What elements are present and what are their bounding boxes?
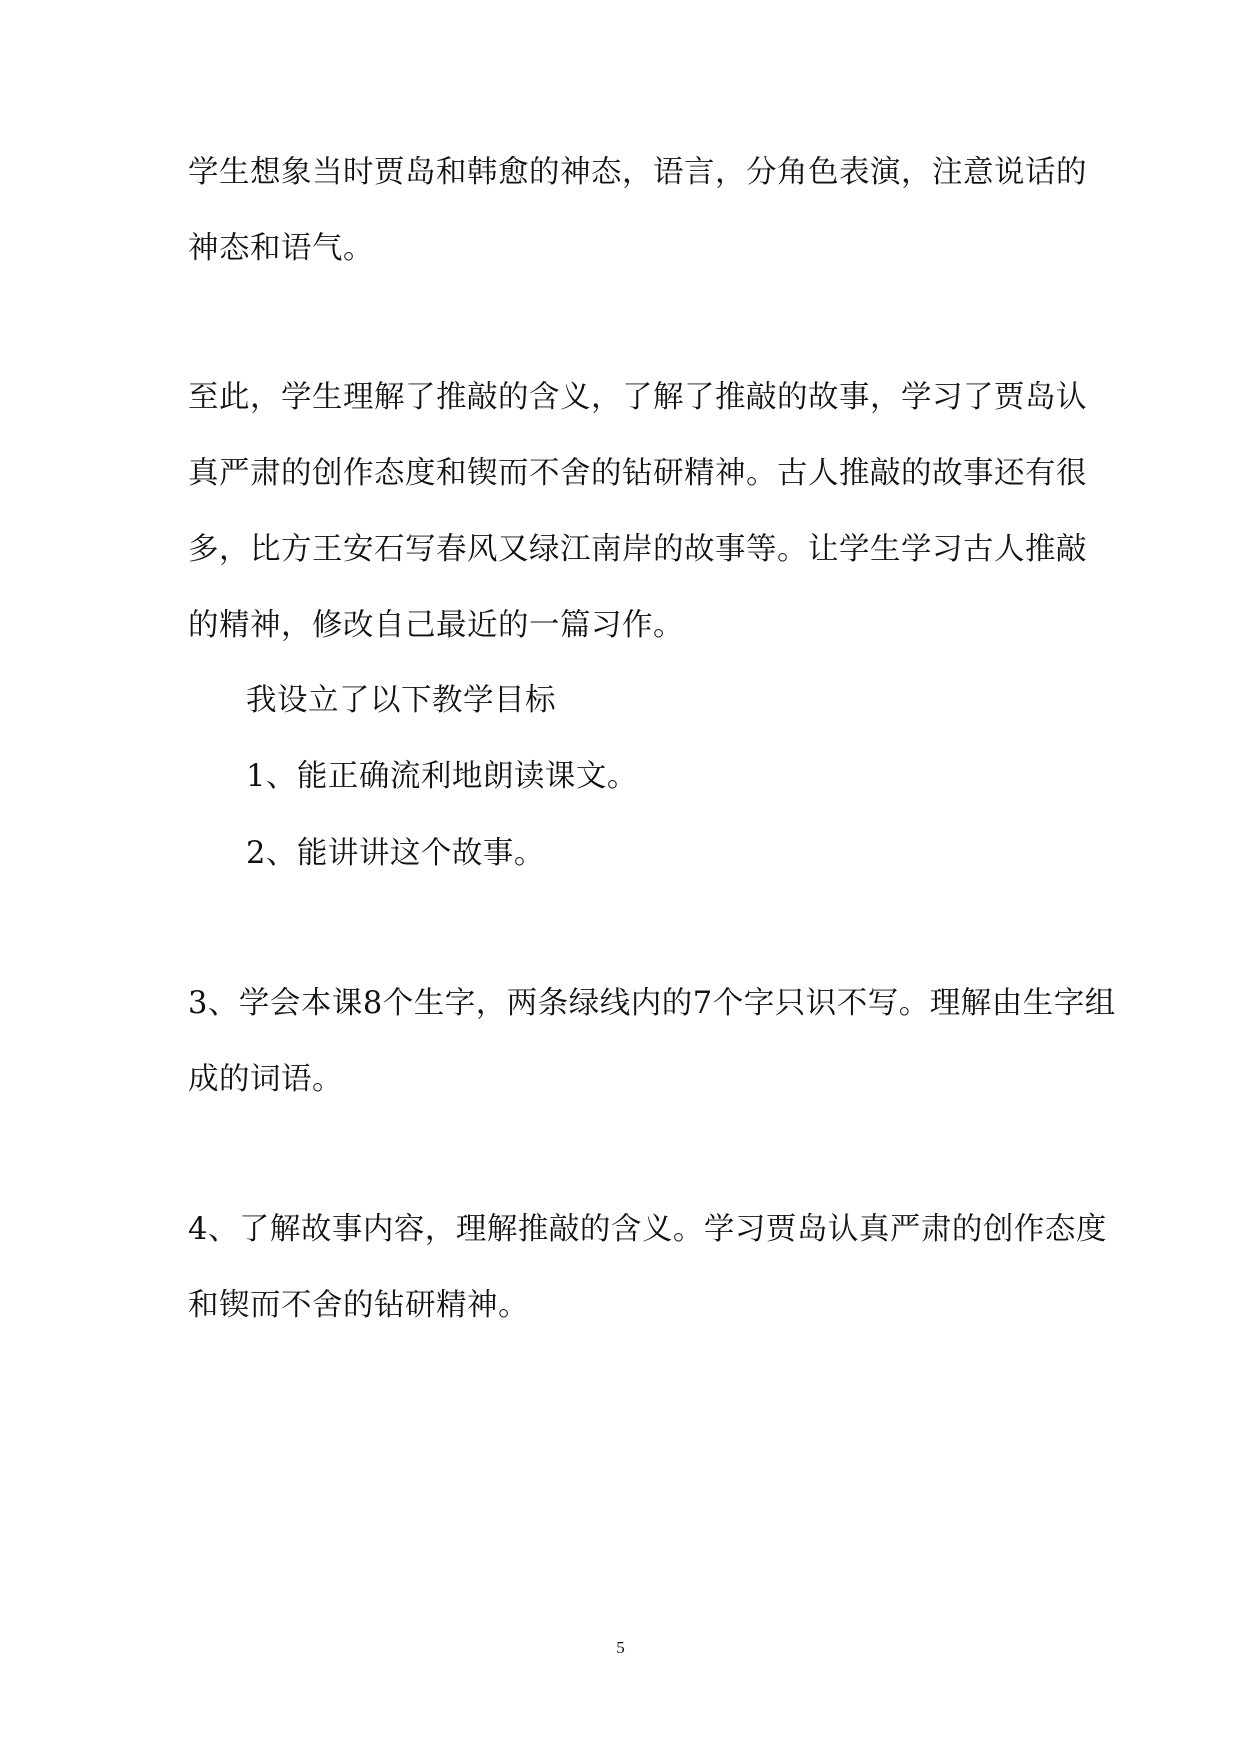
objective-2: 2、能讲讲这个故事。 bbox=[246, 836, 545, 871]
objective-1: 1、能正确流利地朗读课文。 bbox=[246, 759, 638, 794]
objectives-intro: 我设立了以下教学目标 bbox=[246, 683, 556, 718]
paragraph-1-line-2: 神态和语气。 bbox=[188, 231, 374, 266]
objective-3-line-2: 成的词语。 bbox=[188, 1062, 343, 1097]
paragraph-2-line-4: 的精神，修改自己最近的一篇习作。 bbox=[188, 608, 684, 643]
paragraph-2-line-1: 至此，学生理解了推敲的含义，了解了推敲的故事，学习了贾岛认 bbox=[188, 380, 1087, 415]
objective-4-line-2: 和锲而不舍的钻研精神。 bbox=[188, 1288, 529, 1323]
page-number: 5 bbox=[616, 1638, 625, 1657]
paragraph-1-line-1: 学生想象当时贾岛和韩愈的神态，语言，分角色表演，注意说话的 bbox=[188, 155, 1087, 190]
objective-3-line-1: 3、学会本课8个生字，两条绿线内的7个字只识不写。理解由生字组 bbox=[188, 986, 1116, 1021]
paragraph-2-line-3: 多，比方王安石写春风又绿江南岸的故事等。让学生学习古人推敲 bbox=[188, 532, 1087, 567]
paragraph-2-line-2: 真严肃的创作态度和锲而不舍的钻研精神。古人推敲的故事还有很 bbox=[188, 456, 1087, 491]
objective-4-line-1: 4、了解故事内容，理解推敲的含义。学习贾岛认真严肃的创作态度 bbox=[188, 1212, 1107, 1247]
